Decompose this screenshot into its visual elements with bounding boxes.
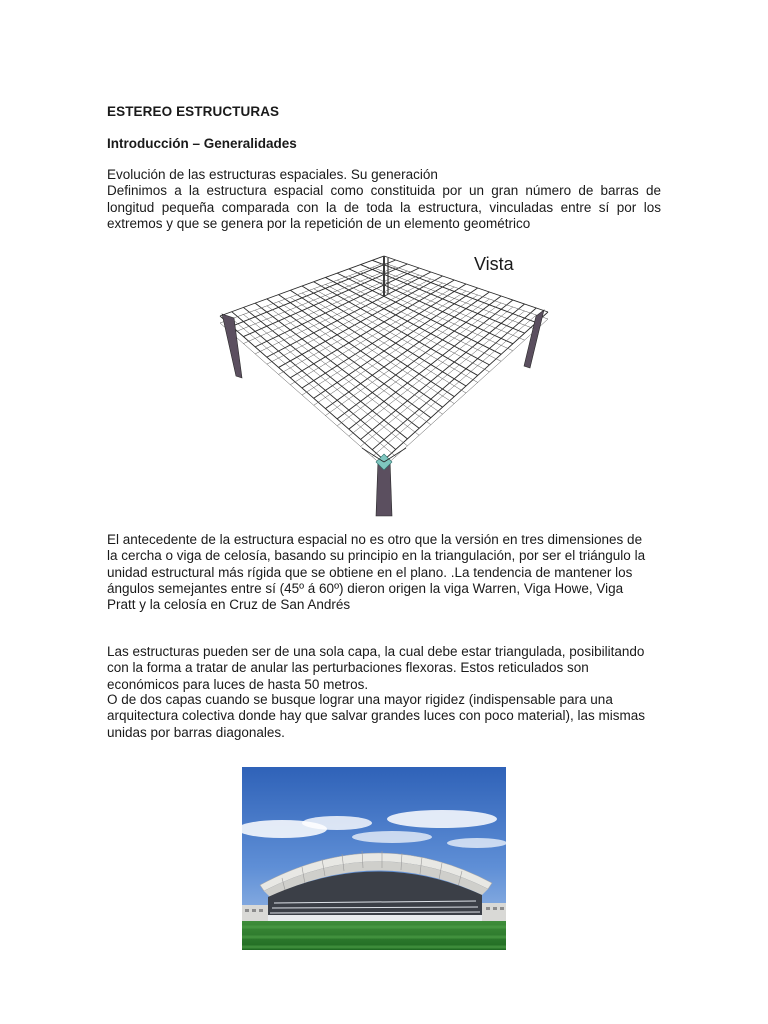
stadium-photo (242, 767, 506, 950)
section-heading: Introducción – Generalidades (107, 136, 297, 151)
p4-line-2: arquitectura colectiva donde hay que salvar grandes luces con poco material), las mismas (107, 708, 646, 724)
intro-line-2: longitud pequeña comparada con la de toda la estructura, vinculadas entre sí por los (107, 199, 661, 215)
intro-line-1: Definimos a la estructura espacial como constituida por un gran número de barras de (107, 183, 661, 199)
intro-lead: Evolución de las estructuras espaciales. Su generación (107, 167, 438, 182)
p3-line-2: con la forma a tratar de anular las perturbaciones flexoras. Estos reticulados son (107, 660, 589, 676)
p3-line-3: económicos para luces de hasta 50 metros. (107, 676, 369, 692)
paragraph-antecedente (107, 532, 661, 613)
space-frame-figure (212, 248, 557, 523)
p2-line-1: El antecedente de la estructura espacial no es otro que la versión en tres dimensiones de (107, 532, 643, 547)
intro-line-3: extremos y que se genera por la repetición de un elemento geométrico (107, 215, 531, 231)
figure-vista-label: Vista (474, 254, 514, 274)
p2-line-3: unidad estructural más rígida que se obtiene en el plano. .La tendencia de mantener los (107, 564, 633, 580)
intro-paragraph (107, 167, 661, 232)
p3-line-1: Las estructuras pueden ser de una sola capa, la cual debe estar triangulada, posibilitando (107, 644, 645, 659)
document-title: ESTEREO ESTRUCTURAS (107, 104, 280, 119)
p2-line-4: ángulos semejantes entre sí (45º á 60º) dieron origen la viga Warren, Viga Howe, Viga (107, 580, 624, 596)
p4-line-3: unidas por barras diagonales. (107, 724, 285, 740)
p2-line-2: la cercha o viga de celosía, basando su principio en la triangulación, por ser el triángulo la (107, 548, 646, 564)
paragraph-dos-capas (107, 692, 661, 741)
p4-line-1: O de dos capas cuando se busque lograr una mayor rigidez (indispensable para una (107, 692, 613, 707)
p2-line-5: Pratt y la celosía en Cruz de San Andrés (107, 597, 351, 613)
paragraph-capas (107, 644, 661, 693)
